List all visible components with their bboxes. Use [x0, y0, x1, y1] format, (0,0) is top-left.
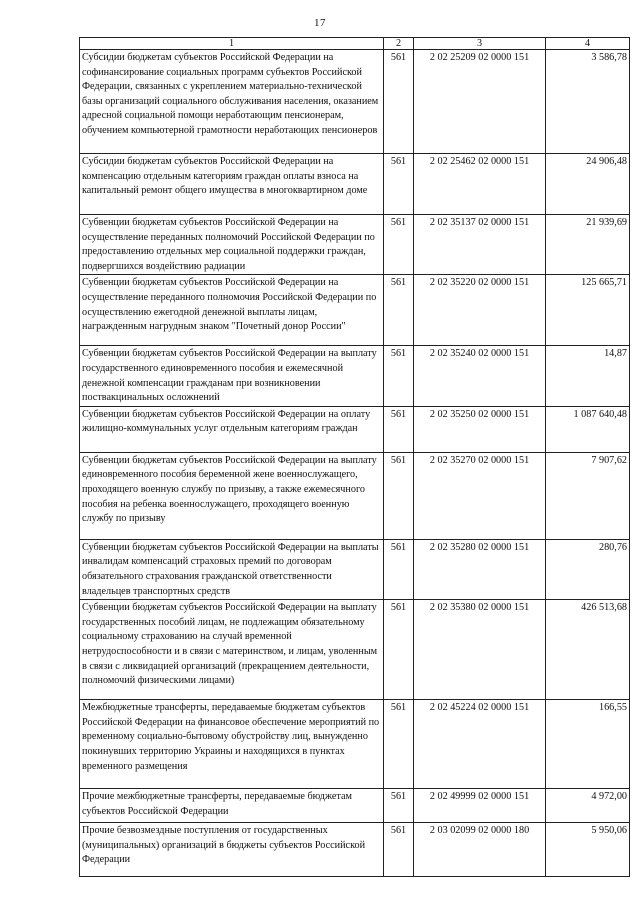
table-row: [80, 539, 630, 599]
row-budget-code: 2 02 35220 02 0000 151: [414, 275, 546, 346]
row-amount: 14,87: [546, 346, 630, 406]
row-description: Субвенции бюджетам субъектов Российской Федерации на выплаты инвалидам компенсаций страховых премий по договорам обязательного страхования гражданской ответственности владельцев транспортных средств: [80, 539, 384, 599]
row-amount: 125 665,71: [546, 275, 630, 346]
row-admin-code: 561: [384, 50, 414, 154]
row-description: Субвенции бюджетам субъектов Российской Федерации на выплату государственного единовременного пособия и ежемесячной денежной компенсации гражданам при возникновении поствакцинальных осложнений: [80, 346, 384, 406]
row-amount: 426 513,68: [546, 600, 630, 700]
table-row: [80, 275, 630, 346]
table-row: [80, 154, 630, 215]
table-row: [80, 789, 630, 823]
table-row: [80, 452, 630, 539]
table-row: [80, 823, 630, 877]
row-description: Межбюджетные трансферты, передаваемые бюджетам субъектов Российской Федерации на финансовое обеспечение мероприятий по временному социально-бытовому обустройству лиц, вынужденно покинувших территорию Украины и находящихся в пунктах временного размещения: [80, 700, 384, 789]
row-description: Субсидии бюджетам субъектов Российской Федерации на компенсацию отдельным категориям граждан оплаты взноса на капитальный ремонт общего имущества в многоквартирном доме: [80, 154, 384, 215]
row-description: Прочие безвозмездные поступления от государственных (муниципальных) организаций в бюджеты субъектов Российской Федерации: [80, 823, 384, 877]
row-budget-code: 2 02 49999 02 0000 151: [414, 789, 546, 823]
row-admin-code: 561: [384, 215, 414, 275]
row-amount: 280,76: [546, 539, 630, 599]
table-row: [80, 346, 630, 406]
row-description: Субвенции бюджетам субъектов Российской Федерации на осуществление переданных полномочий Российской Федерации по предоставлению отдельных мер социальной поддержки граждан, подвергшихся воздействию радиации: [80, 215, 384, 275]
row-amount: 5 950,06: [546, 823, 630, 877]
row-description: Субвенции бюджетам субъектов Российской Федерации на осуществление переданного полномочия Российской Федерации по осуществлению ежегодной денежной выплаты лицам, награжденным нагрудным знаком "Почетный донор России": [80, 275, 384, 346]
column-header-description: 1: [80, 38, 384, 50]
row-description: Субвенции бюджетам субъектов Российской Федерации на оплату жилищно-коммунальных услуг отдельным категориям граждан: [80, 406, 384, 452]
row-admin-code: 561: [384, 539, 414, 599]
row-admin-code: 561: [384, 452, 414, 539]
table-row: [80, 50, 630, 154]
row-budget-code: 2 02 35280 02 0000 151: [414, 539, 546, 599]
row-budget-code: 2 02 45224 02 0000 151: [414, 700, 546, 789]
row-amount: 21 939,69: [546, 215, 630, 275]
row-budget-code: 2 02 35250 02 0000 151: [414, 406, 546, 452]
row-budget-code: 2 02 35270 02 0000 151: [414, 452, 546, 539]
row-admin-code: 561: [384, 789, 414, 823]
row-description: Прочие межбюджетные трансферты, передаваемые бюджетам субъектов Российской Федерации: [80, 789, 384, 823]
row-amount: 7 907,62: [546, 452, 630, 539]
row-budget-code: 2 02 25462 02 0000 151: [414, 154, 546, 215]
row-admin-code: 561: [384, 346, 414, 406]
row-budget-code: 2 02 25209 02 0000 151: [414, 50, 546, 154]
row-admin-code: 561: [384, 154, 414, 215]
row-amount: 4 972,00: [546, 789, 630, 823]
table-row: [80, 215, 630, 275]
row-budget-code: 2 02 35137 02 0000 151: [414, 215, 546, 275]
row-budget-code: 2 03 02099 02 0000 180: [414, 823, 546, 877]
row-amount: 24 906,48: [546, 154, 630, 215]
revenue-table: [79, 37, 630, 877]
column-header-admin: 2: [384, 38, 414, 50]
table-header-row: [80, 38, 630, 50]
row-description: Субвенции бюджетам субъектов Российской Федерации на выплату единовременного пособия беременной жене военнослужащего, проходящего военную службу по призыву, а также ежемесячного пособия на ребенка военнослужащего, проходящего военную службу по призыву: [80, 452, 384, 539]
row-admin-code: 561: [384, 600, 414, 700]
table-row: [80, 406, 630, 452]
row-description: Субвенции бюджетам субъектов Российской Федерации на выплату государственных пособий лицам, не подлежащим обязательному социальному страхованию на случай временной нетрудоспособности и в связи с материнством, и лицам, уволенным в связи с ликвидацией организаций (прекращением деятельности, полномочий физическими лицами): [80, 600, 384, 700]
column-header-amount: 4: [546, 38, 630, 50]
row-budget-code: 2 02 35380 02 0000 151: [414, 600, 546, 700]
row-amount: 166,55: [546, 700, 630, 789]
table-row: [80, 700, 630, 789]
row-admin-code: 561: [384, 823, 414, 877]
row-admin-code: 561: [384, 275, 414, 346]
table-row: [80, 600, 630, 700]
column-header-code: 3: [414, 38, 546, 50]
row-admin-code: 561: [384, 700, 414, 789]
row-amount: 3 586,78: [546, 50, 630, 154]
row-admin-code: 561: [384, 406, 414, 452]
row-amount: 1 087 640,48: [546, 406, 630, 452]
page-number: 17: [314, 17, 326, 29]
row-budget-code: 2 02 35240 02 0000 151: [414, 346, 546, 406]
row-description: Субсидии бюджетам субъектов Российской Федерации на софинансирование социальных программ субъектов Российской Федерации, связанных с укреплением материально-технической базы организаций социального обслуживания населения, оказанием адресной социальной помощи неработающим пенсионерам, обучением компьютерной грамотности неработающих пенсионеров: [80, 50, 384, 154]
